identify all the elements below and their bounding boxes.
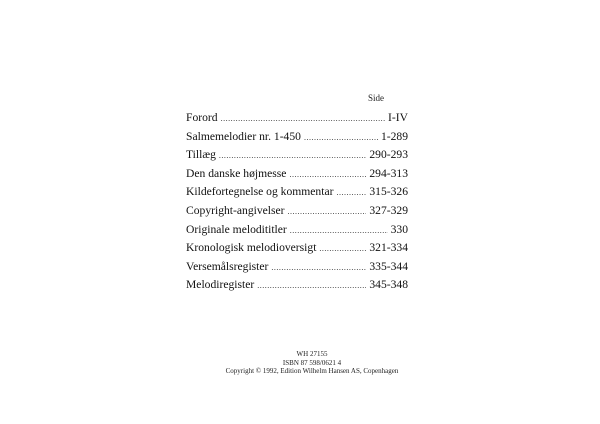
- toc-leader-dots: [336, 184, 366, 203]
- toc-row: [186, 128, 408, 147]
- toc-leader-dots: [257, 277, 366, 296]
- toc-row: [186, 276, 408, 295]
- toc-entry-page: 290-293: [369, 148, 408, 162]
- table-of-contents: [186, 109, 408, 295]
- side-column-label: Side: [368, 93, 385, 103]
- toc-leader-dots: [319, 240, 366, 259]
- toc-row: [186, 183, 408, 202]
- toc-entry-page: 1-289: [380, 129, 408, 143]
- toc-entry-page: 315-326: [369, 185, 408, 199]
- toc-entry-page: 294-313: [369, 166, 408, 180]
- toc-entry-title: Kronologisk melodioversigt: [186, 241, 317, 255]
- toc-leader-dots: [289, 166, 366, 185]
- toc-entry-page: 321-334: [369, 241, 408, 255]
- toc-entry-page: 330: [390, 222, 408, 236]
- toc-entry-title: Copyright-angivelser: [186, 203, 285, 217]
- toc-row: [186, 165, 408, 184]
- toc-entry-title: Salmemelodier nr. 1-450: [186, 129, 301, 143]
- imprint-footer: [0, 350, 600, 376]
- toc-entry-title: Melodiregister: [186, 278, 255, 292]
- toc-entry-title: Kildefortegnelse og kommentar: [186, 185, 334, 199]
- toc-leader-dots: [288, 203, 367, 222]
- toc-leader-dots: [304, 129, 378, 148]
- toc-row: [186, 239, 408, 258]
- toc-entry-title: Originale melodititler: [186, 222, 287, 236]
- toc-entry-title: Versemålsregister: [186, 259, 269, 273]
- toc-entry-page: I-IV: [388, 111, 408, 124]
- toc-entry-page: 345-348: [369, 278, 408, 292]
- isbn-line: ISBN 87 598/0621 4: [282, 358, 342, 367]
- toc-leader-dots: [219, 147, 366, 166]
- toc-row: [186, 146, 408, 165]
- toc-entry-title: Forord: [186, 111, 218, 124]
- toc-row: [186, 221, 408, 240]
- toc-leader-dots: [290, 222, 388, 241]
- toc-entry-title: Tillæg: [186, 148, 216, 162]
- toc-entry-title: Den danske højmesse: [186, 166, 287, 180]
- toc-entry-page: 327-329: [369, 203, 408, 217]
- toc-row: [186, 258, 408, 277]
- toc-row: [186, 109, 408, 128]
- toc-leader-dots: [221, 110, 385, 129]
- catalog-number: WH 27155: [296, 350, 328, 358]
- toc-row: [186, 202, 408, 221]
- toc-entry-page: 335-344: [369, 259, 408, 273]
- copyright-line: Copyright © 1992, Edition Wilhelm Hansen AS, Copenhagen: [225, 367, 399, 376]
- toc-leader-dots: [271, 259, 366, 278]
